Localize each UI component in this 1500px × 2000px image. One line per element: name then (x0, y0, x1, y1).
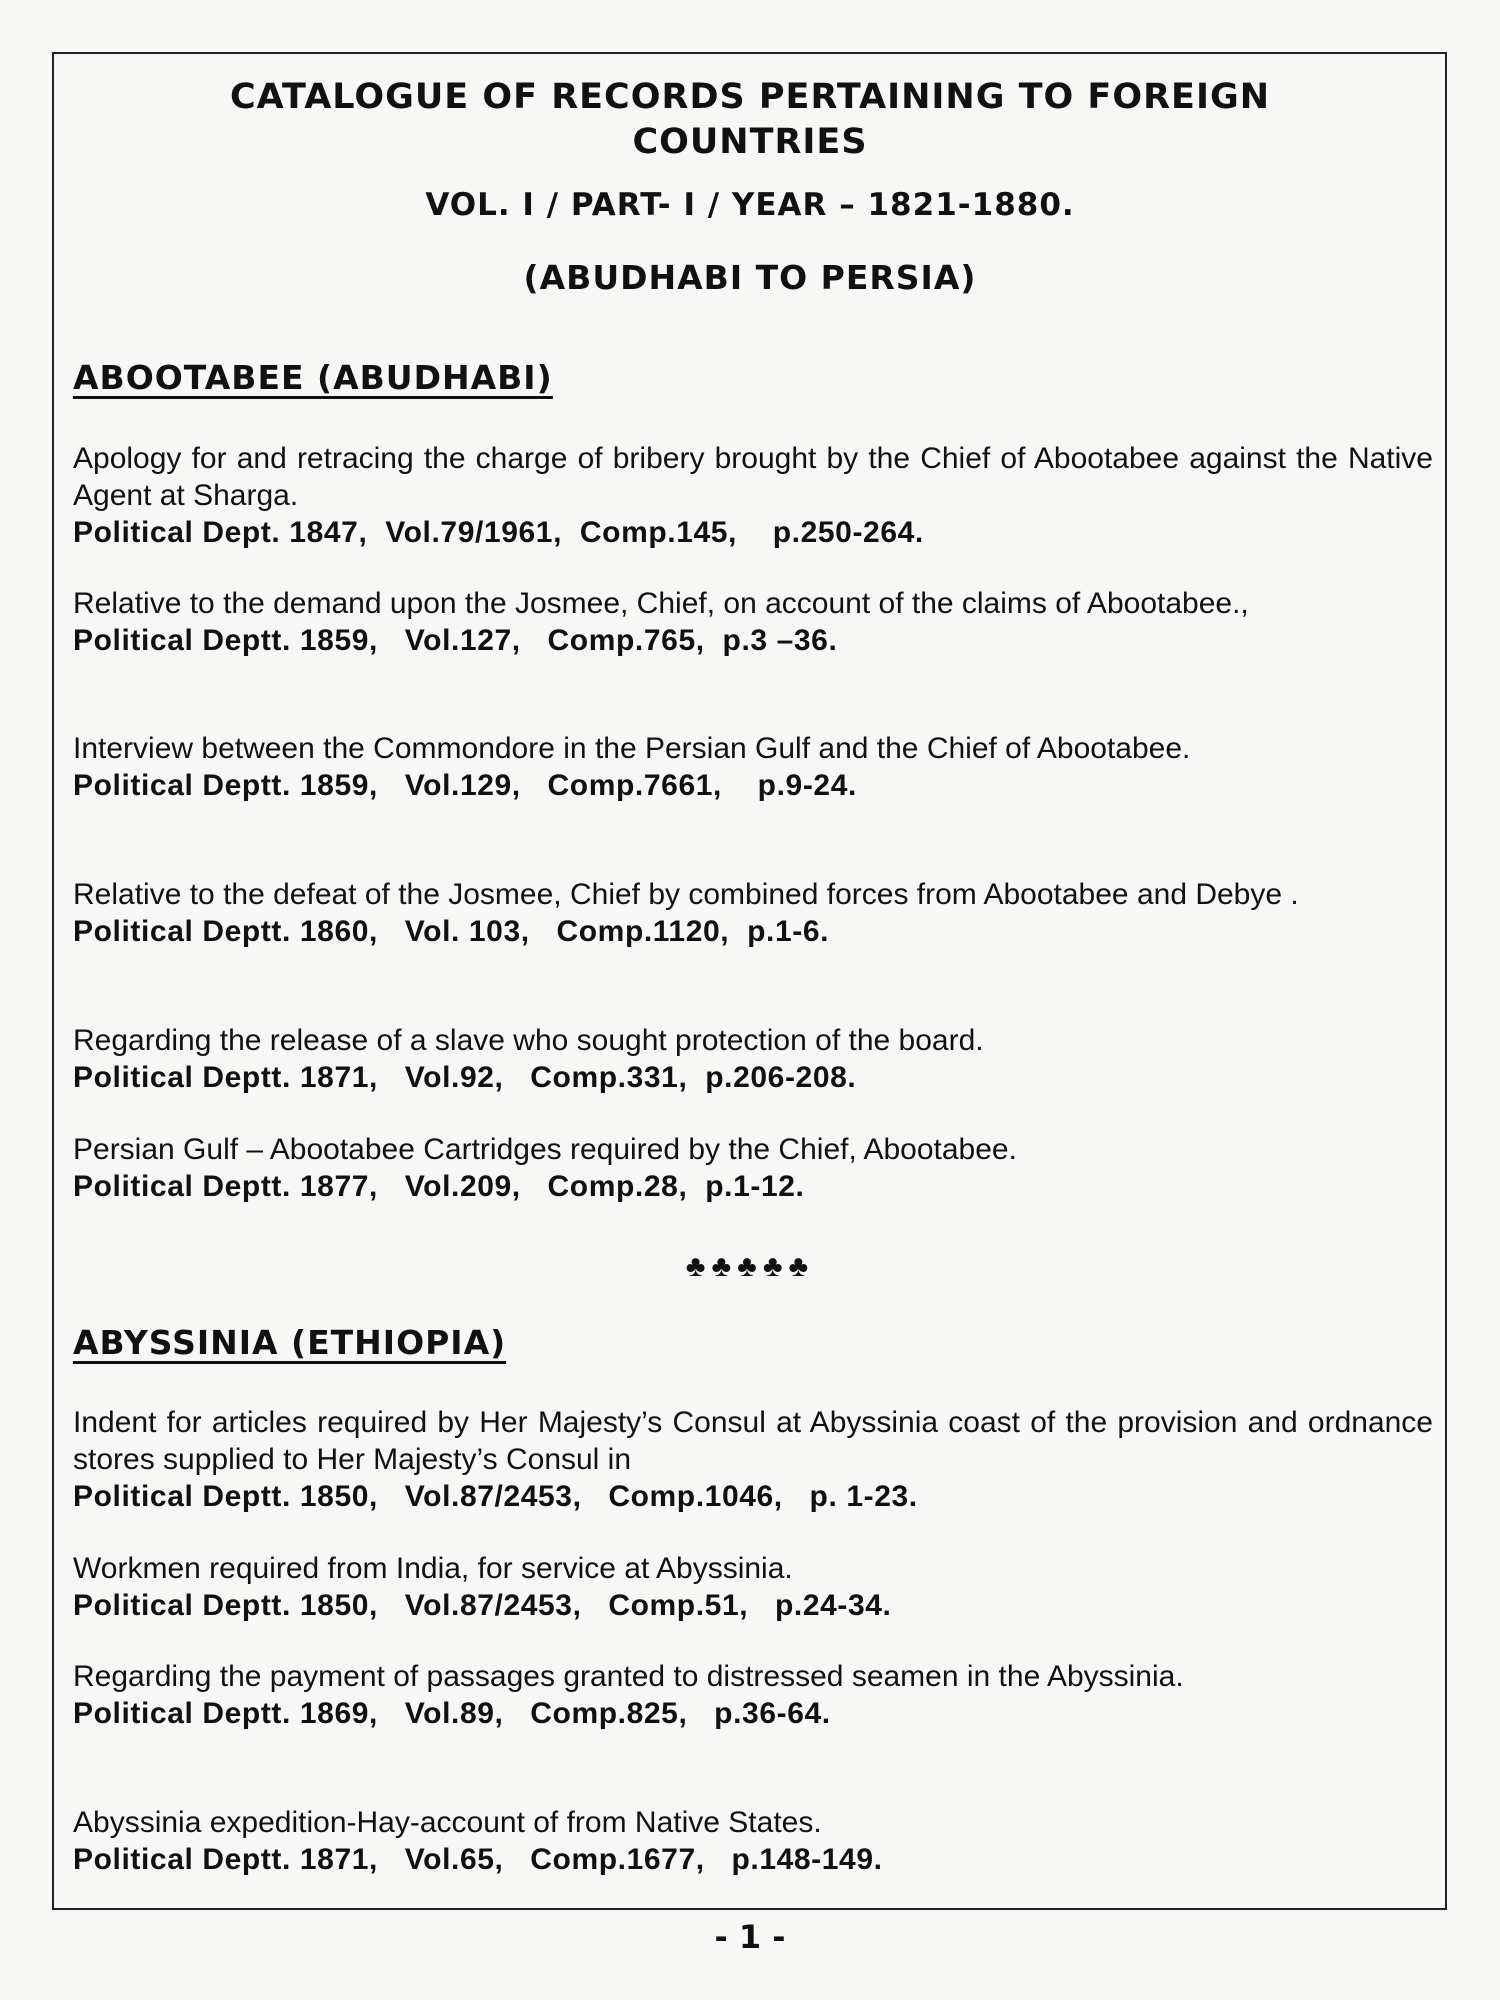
section-divider: ♣♣♣♣♣ (685, 1250, 815, 1283)
record-entry (73, 585, 1433, 659)
title-line-1: CATALOGUE OF RECORDS PERTAINING TO FOREIGN (230, 77, 1270, 117)
entry-reference: Political Dept. 1847, Vol.79/1961, Comp.145, p.250-264. (73, 516, 924, 549)
record-entry (73, 1658, 1433, 1732)
page-number: - 1 - (714, 1918, 786, 1956)
entry-reference: Political Deptt. 1850, Vol.87/2453, Comp.1046, p. 1-23. (73, 1480, 918, 1513)
title-line-2: COUNTRIES (632, 122, 868, 162)
country-range: (ABUDHABI TO PERSIA) (523, 258, 977, 297)
volume-subtitle: VOL. I / PART- I / YEAR – 1821-1880. (425, 187, 1075, 223)
entry-description: Regarding the release of a slave who sought protection of the board. (73, 1024, 984, 1057)
record-entry (73, 730, 1433, 804)
entry-description: Relative to the defeat of the Josmee, Chief by combined forces from Abootabee and Debye . (73, 878, 1299, 911)
entry-description: Relative to the demand upon the Josmee, Chief, on account of the claims of Abootabee., (73, 587, 1249, 620)
entry-reference: Political Deptt. 1871, Vol.92, Comp.331, p.206-208. (73, 1061, 857, 1094)
entry-reference: Political Deptt. 1877, Vol.209, Comp.28, p.1-12. (73, 1170, 805, 1203)
record-entry (73, 1550, 1433, 1624)
record-entry (73, 1131, 1433, 1205)
entry-description: Workmen required from India, for service at Abyssinia. (73, 1552, 793, 1585)
record-entry (73, 1804, 1433, 1878)
record-entry (73, 1404, 1433, 1515)
entry-reference: Political Deptt. 1869, Vol.89, Comp.825, p.36-64. (73, 1697, 831, 1730)
catalogue-title (60, 75, 1440, 165)
record-entry (73, 876, 1433, 950)
entry-description: Persian Gulf – Abootabee Cartridges required by the Chief, Abootabee. (73, 1133, 1017, 1166)
entry-reference: Political Deptt. 1859, Vol.127, Comp.765, p.3 –36. (73, 624, 838, 657)
entry-description: Interview between the Commondore in the Persian Gulf and the Chief of Abootabee. (73, 732, 1191, 765)
entry-reference: Political Deptt. 1850, Vol.87/2453, Comp.51, p.24-34. (73, 1589, 892, 1622)
entry-description: Abyssinia expedition-Hay-account of from Native States. (73, 1806, 822, 1839)
entry-description: Indent for articles required by Her Majesty’s Consul at Abyssinia coast of the provision and ordnance stores supplied to Her Majesty’s Consul in (73, 1406, 1433, 1476)
entry-description: Apology for and retracing the charge of bribery brought by the Chief of Abootabee against the Native Agent at Sharga. (73, 442, 1433, 512)
record-entry (73, 1022, 1433, 1096)
section-heading-abootabee: ABOOTABEE (ABUDHABI) (73, 358, 553, 397)
record-entry (73, 440, 1433, 551)
entry-reference: Political Deptt. 1860, Vol. 103, Comp.1120, p.1-6. (73, 915, 830, 948)
section-heading-abyssinia: ABYSSINIA (ETHIOPIA) (73, 1323, 507, 1362)
entry-reference: Political Deptt. 1859, Vol.129, Comp.7661, p.9-24. (73, 769, 857, 802)
page-border (52, 52, 1447, 1910)
entry-reference: Political Deptt. 1871, Vol.65, Comp.1677, p.148-149. (73, 1843, 883, 1876)
entry-description: Regarding the payment of passages granted to distressed seamen in the Abyssinia. (73, 1660, 1184, 1693)
